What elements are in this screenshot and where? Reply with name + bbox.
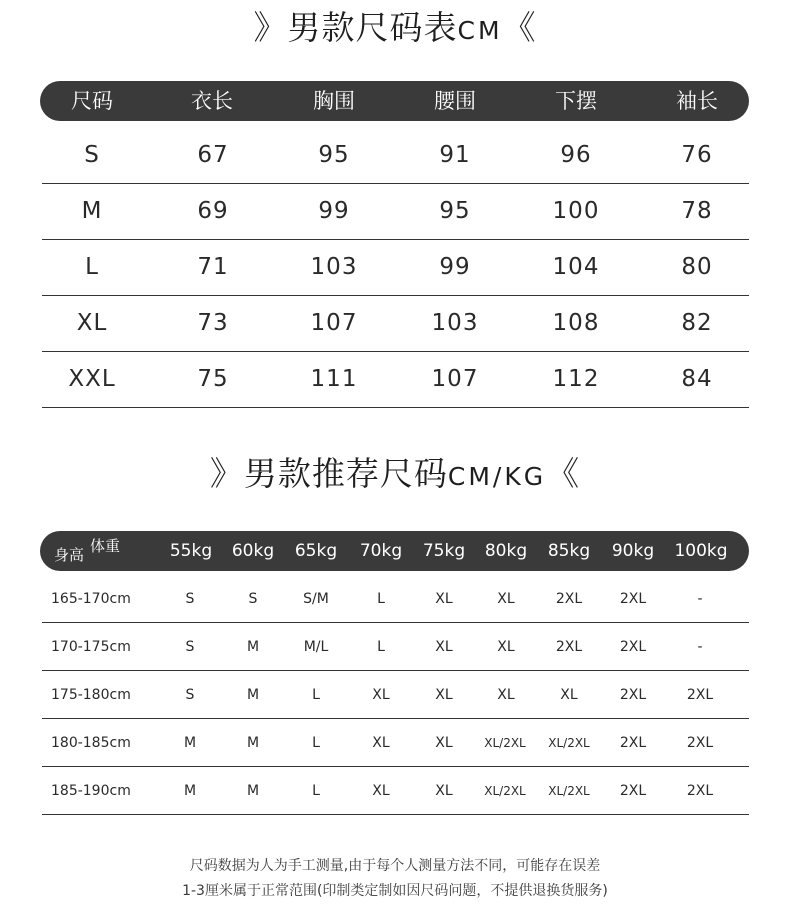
size-header-cell: 下摆 (555, 89, 597, 113)
recommend-table-row (42, 623, 749, 671)
size-recommend-cell: S (185, 687, 195, 703)
weight-header-cell: 55kg (169, 541, 213, 561)
size-cell: 67 (197, 142, 229, 168)
recommend-table-row (42, 767, 749, 815)
size-header-cell: 胸围 (313, 89, 355, 113)
recommend-chart-title (0, 448, 790, 495)
size-cell: M (81, 198, 103, 224)
height-weight-corner (40, 531, 150, 571)
size-header-cell: 袖长 (676, 89, 718, 113)
size-cell: 104 (552, 254, 600, 280)
size-header-cell: 尺码 (71, 89, 113, 113)
size-cell: XL (76, 310, 108, 336)
size-cell: 103 (310, 254, 358, 280)
recommend-table-row (42, 671, 749, 719)
weight-label: 体重 (90, 537, 121, 555)
size-recommend-cell: 2XL (619, 783, 647, 799)
size-table-row (42, 239, 749, 296)
weight-header-cell: 70kg (359, 541, 403, 561)
size-recommend-cell: 2XL (686, 735, 714, 751)
size-cell: 108 (552, 310, 600, 336)
weight-header-cell: 100kg (674, 541, 728, 561)
size-recommend-cell: XL (435, 591, 453, 607)
weight-header-cell: 80kg (484, 541, 528, 561)
return-policy-note: 1-3厘米属于正常范围(印制类定制如因尺码问题，不提供退换货服务) (182, 883, 608, 899)
size-cell: 75 (197, 366, 229, 392)
size-chart-title-text: 》男款尺码表 (253, 8, 458, 47)
weight-header-cell: 75kg (422, 541, 466, 561)
height-cell: 165-170cm (51, 591, 131, 607)
size-cell: 100 (552, 198, 600, 224)
size-cell: L (85, 254, 99, 280)
size-recommend-cell: 2XL (619, 639, 647, 655)
size-recommend-cell: XL (497, 687, 515, 703)
size-recommend-cell: - (697, 639, 703, 655)
size-table-header (40, 81, 749, 121)
recommend-table-row (42, 719, 749, 767)
size-cell: 112 (552, 366, 600, 392)
size-header-cell: 腰围 (434, 89, 476, 113)
size-recommend-cell: XL (372, 735, 390, 751)
size-chart-title (0, 2, 790, 49)
size-recommend-cell: M (183, 783, 197, 799)
size-cell: 99 (439, 254, 471, 280)
size-table-row (42, 295, 749, 352)
size-cell: 111 (310, 366, 358, 392)
size-cell: 84 (681, 366, 713, 392)
size-cell: 80 (681, 254, 713, 280)
size-cell: 95 (439, 198, 471, 224)
size-table-row (42, 351, 749, 408)
size-cell: 69 (197, 198, 229, 224)
weight-header-cell: 60kg (231, 541, 275, 561)
size-chart-title-end: 《 (502, 8, 537, 47)
size-recommend-cell: XL (497, 639, 515, 655)
size-cell: XXL (68, 366, 116, 392)
weight-header-cell: 65kg (294, 541, 338, 561)
size-recommend-cell: 2XL (619, 591, 647, 607)
size-recommend-cell: XL (560, 687, 578, 703)
height-label: 身高 (54, 546, 85, 564)
size-cell: 107 (310, 310, 358, 336)
size-recommend-cell: M (183, 735, 197, 751)
size-table-row (42, 183, 749, 240)
height-cell: 185-190cm (51, 783, 131, 799)
size-recommend-cell: M (246, 783, 260, 799)
size-cell: 91 (439, 142, 471, 168)
size-recommend-cell: S (248, 591, 258, 607)
size-table-row (42, 127, 749, 184)
size-recommend-cell: 2XL (555, 591, 583, 607)
size-recommend-cell: M (246, 687, 260, 703)
size-recommend-cell: XL (435, 783, 453, 799)
size-recommend-cell: XL/2XL (484, 784, 526, 798)
size-recommend-cell: 2XL (619, 687, 647, 703)
size-cell: 99 (318, 198, 350, 224)
height-cell: 180-185cm (51, 735, 131, 751)
height-cell: 170-175cm (51, 639, 131, 655)
size-recommend-cell: XL (435, 735, 453, 751)
size-recommend-cell: L (312, 687, 320, 703)
weight-header-cell: 85kg (547, 541, 591, 561)
size-recommend-cell: M (246, 735, 260, 751)
size-cell: 103 (431, 310, 479, 336)
size-cell: 76 (681, 142, 713, 168)
size-cell: 71 (197, 254, 229, 280)
size-cell: 78 (681, 198, 713, 224)
size-recommend-cell: M (246, 639, 260, 655)
size-recommend-cell: 2XL (555, 639, 583, 655)
size-recommend-cell: XL (497, 591, 515, 607)
size-recommend-cell: 2XL (686, 687, 714, 703)
size-recommend-cell: S (185, 591, 195, 607)
recommend-chart-title-end: 《 (546, 454, 581, 493)
size-cell: 95 (318, 142, 350, 168)
measurement-note: 尺码数据为人为手工测量,由于每个人测量方法不同，可能存在误差 (189, 858, 601, 874)
size-recommend-cell: L (377, 591, 385, 607)
height-cell: 175-180cm (51, 687, 131, 703)
size-cell: 73 (197, 310, 229, 336)
size-recommend-cell: L (377, 639, 385, 655)
size-header-cell: 衣长 (191, 89, 233, 113)
weight-header-cell: 90kg (611, 541, 655, 561)
size-cell: 107 (431, 366, 479, 392)
size-cell: 82 (681, 310, 713, 336)
size-recommend-cell: XL (372, 783, 390, 799)
size-recommend-cell: XL (435, 639, 453, 655)
size-recommend-cell: XL/2XL (484, 736, 526, 750)
size-recommend-cell: S (185, 639, 195, 655)
recommend-chart-title-text: 》男款推荐尺码 (209, 454, 448, 493)
size-recommend-cell: S/M (303, 591, 329, 607)
size-recommend-cell: L (312, 783, 320, 799)
recommend-chart-title-unit: CM/KG (447, 462, 547, 491)
size-recommend-cell: - (697, 591, 703, 607)
size-recommend-cell: XL (372, 687, 390, 703)
size-recommend-cell: XL (435, 687, 453, 703)
size-recommend-cell: XL/2XL (548, 784, 590, 798)
size-cell: 96 (560, 142, 592, 168)
size-recommend-cell: M/L (303, 639, 329, 655)
size-cell: S (84, 142, 100, 168)
recommend-table-header (40, 531, 749, 571)
size-recommend-cell: XL/2XL (548, 736, 590, 750)
size-recommend-cell: L (312, 735, 320, 751)
recommend-table-row (42, 575, 749, 623)
size-recommend-cell: 2XL (686, 783, 714, 799)
size-chart-title-unit: CM (457, 16, 503, 45)
size-recommend-cell: 2XL (619, 735, 647, 751)
